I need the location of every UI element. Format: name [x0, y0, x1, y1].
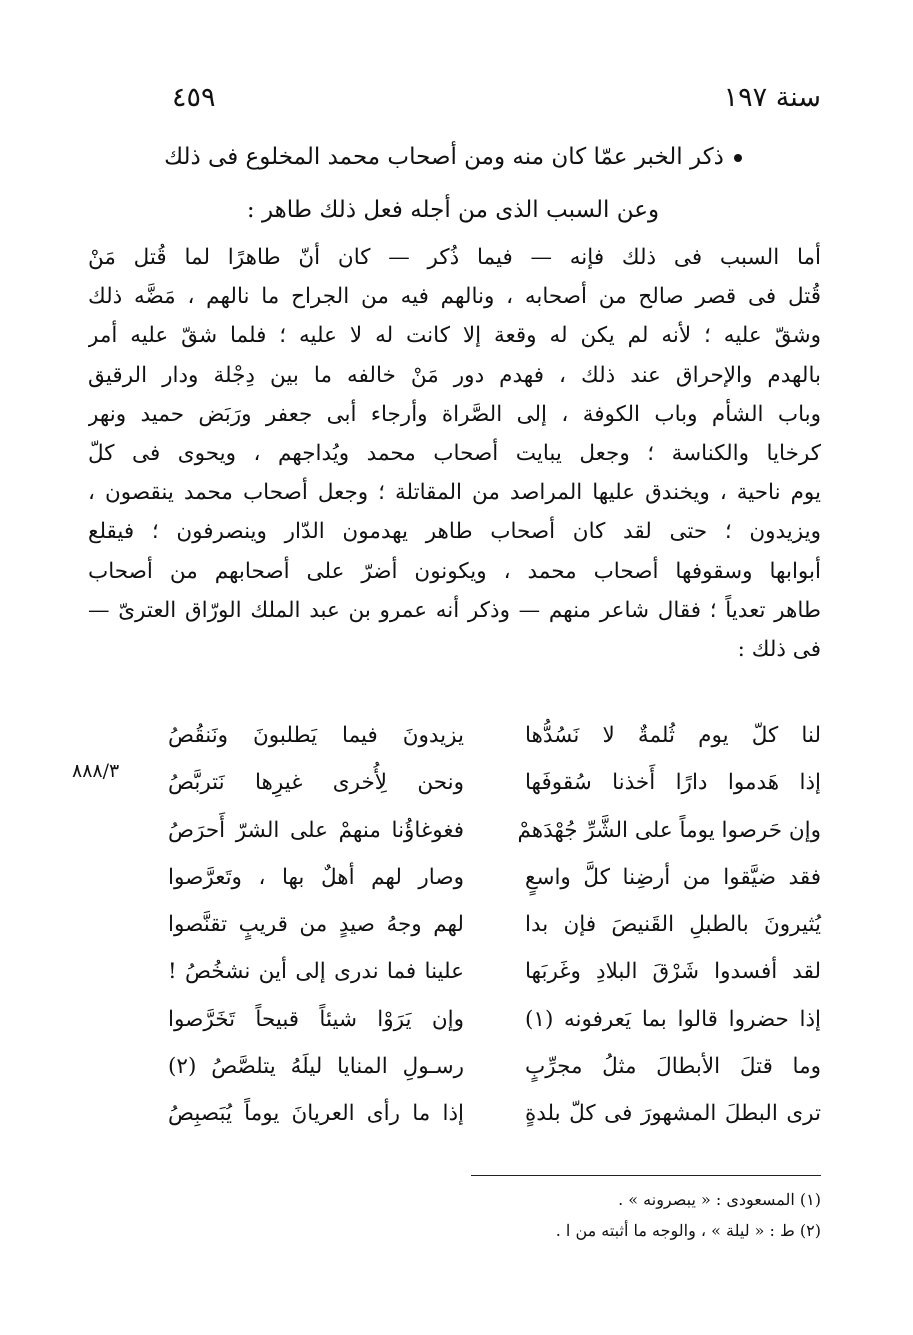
footnotes [391, 1184, 821, 1246]
verse-first-hemistich: لنا كلّ يوم ثُلمةٌ لا نَسُدُّها [525, 723, 821, 748]
verse-first-hemistich: يُثيرونَ بالطبلِ القَنيصَ فإن بدا [525, 912, 821, 938]
verse-second-hemistich: فغوغاؤُنا منهمْ على الشرّ أَحرَصُ [168, 817, 464, 843]
verse-second-hemistich: يزيدونَ فيما يَطلبونَ ونَنقُصُ [168, 723, 464, 748]
prose-line: قُتل فى قصر صالح من أصحابه ، ونالهم فيه من الجراح ما نالهم ، مَضَّه ذلك [88, 284, 821, 310]
prose-line: وشقّ عليه ؛ لأنه لم يكن له وقعة إلا كانت له لا عليه ؛ فلما شقّ عليه أمر [88, 323, 821, 349]
page-number: ٤٥٩ [172, 82, 216, 113]
verse-second-hemistich: لهم وجهُ صيدٍ من قريبٍ تقنَّصوا [168, 912, 464, 938]
prose-line: وباب الشأم وباب الكوفة ، إلى الصَّراة وأرجاء أبى جعفر ورَبَض حميد ونهر [88, 401, 821, 427]
verse-second-hemistich: إذا ما رأى العريانَ يوماً يُبَصبِصُ [168, 1101, 464, 1127]
verse-second-hemistich: ونحن لِأُخرى غيرِها نَتربَّصُ [168, 770, 464, 796]
poem-verse [150, 948, 821, 995]
poem-verse [150, 901, 821, 948]
footnote: (٢) ط : « ليلة » ، والوجه ما أثبته من ا . [555, 1221, 821, 1240]
prose-line: طاهر تعدياً ؛ فقال شاعر منهم — وذكر أنه عمرو بن عبد الملك الورّاق العترىّ — [88, 597, 821, 623]
poem-verse [150, 807, 821, 854]
verse-second-hemistich: وإن يَرَوْا شيئاً قبيحاً تَخَرَّصوا [168, 1006, 464, 1032]
verse-second-hemistich: وصار لهم أهلٌ بها ، وتَعرَّصوا [168, 864, 464, 890]
verse-second-hemistich: رسـولِ المنايا ليلَهُ يتلصَّصُ (٢) [168, 1054, 464, 1080]
poem-verse [150, 712, 821, 759]
section-subheading: وعن السبب الذى من أجله فعل ذلك طاهر : [246, 197, 660, 223]
verse-first-hemistich: لقد أفسدوا شَرْقَ البلادِ وغَربَها [525, 959, 821, 985]
verse-first-hemistich: إذا حضروا قالوا بما يَعرفونه (١) [525, 1006, 821, 1032]
verse-first-hemistich: ترى البطلَ المشهورَ فى كلّ بلدةٍ [525, 1101, 821, 1127]
verse-first-hemistich: وما قتلَ الأبطالَ مثلُ مجرِّبٍ [525, 1054, 821, 1080]
poem-verse [150, 1090, 821, 1137]
prose-line: أما السبب فى ذلك فإنه — فيما ذُكر — كان أنّ طاهرًا لما قُتل مَنْ [88, 245, 821, 270]
poem-verse [150, 1043, 821, 1090]
running-header-year: سنة ١٩٧ [723, 82, 821, 113]
footnote-divider [471, 1175, 821, 1176]
poem [150, 712, 821, 1138]
verse-first-hemistich: إذا هَدموا دارًا أَخذنا سُقوفَها [525, 770, 821, 796]
prose-line: فى ذلك : [737, 636, 821, 662]
prose-line: يوم ناحية ، ويخندق عليها المراصد من المقاتلة ؛ وجعل أصحاب محمد ينقصون ، [88, 480, 821, 506]
prose-body [88, 238, 821, 669]
bullet-icon [734, 154, 742, 162]
verse-first-hemistich: فقد ضيَّقوا من أرضِنا كلَّ واسعٍ [525, 864, 821, 890]
prose-line: ويزيدون ؛ حتى لقد كان أصحاب طاهر يهدمون الدّار وينصرفون ؛ فيقلع [88, 519, 821, 545]
prose-line: أبوابها وسقوفها أصحاب محمد ، ويكونون أضرّ على أصحابهم من أصحاب [88, 558, 821, 584]
poem-verse [150, 996, 821, 1043]
footnote: (١) المسعودى : « يبصرونه » . [618, 1190, 821, 1209]
prose-line: بالهدم والإحراق عند ذلك ، فهدم دور مَنْ خالفه ما بين دِجْلة ودار الرقيق [88, 362, 821, 388]
section-heading-text: ذكر الخبر عمّا كان منه ومن أصحاب محمد المخلوع فى ذلك [164, 144, 724, 170]
section-heading [93, 143, 813, 173]
poem-verse [150, 759, 821, 806]
prose-line: كرخايا والكناسة ؛ وجعل يبايت أصحاب محمد ويُداجهم ، ويحوى فى كلّ [88, 440, 821, 466]
poem-verse [150, 854, 821, 901]
margin-reference: ٨٨٨/٣ [72, 760, 120, 782]
verse-second-hemistich: علينا فما ندرى إلى أين نشخُصُ ! [168, 959, 464, 985]
verse-first-hemistich: وإن حَرصوا يوماً على الشَّرِّ جُهْدَهمْ [517, 817, 821, 843]
